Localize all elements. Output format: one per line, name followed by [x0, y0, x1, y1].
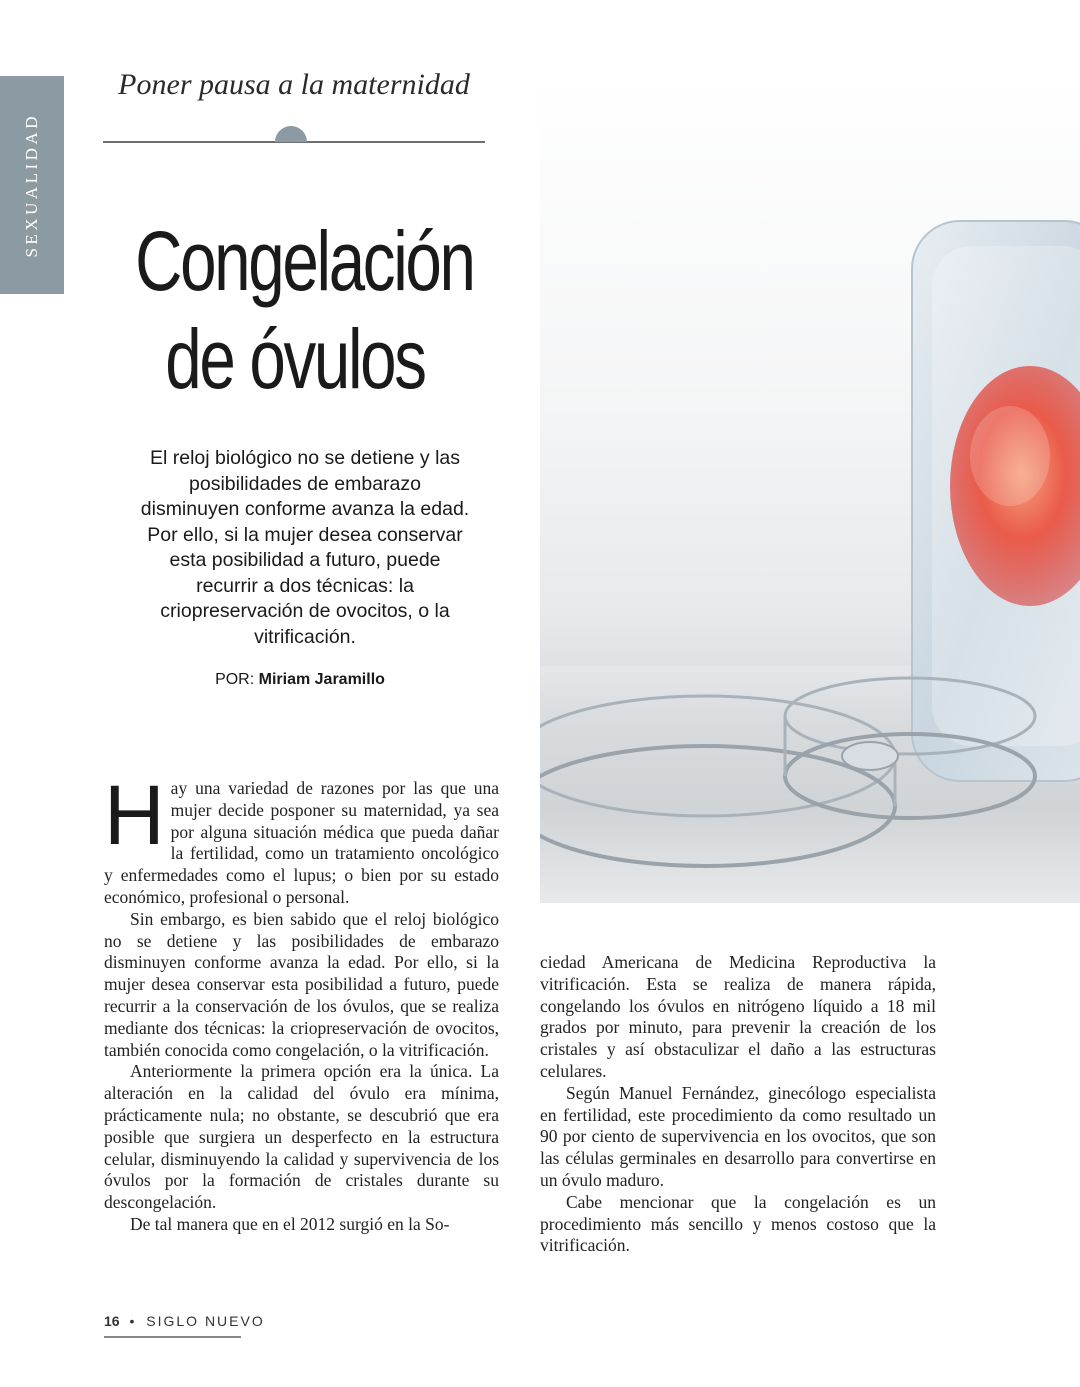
magazine-name: SIGLO NUEVO [146, 1313, 265, 1329]
page-footer [104, 1313, 265, 1329]
title-line-2: de óvulos [165, 312, 425, 406]
body-column-2 [540, 952, 936, 1257]
article-photo [540, 76, 1080, 903]
kicker: Poner pausa a la maternidad [118, 68, 470, 101]
paragraph [104, 768, 499, 909]
paragraph: ciedad Americana de Medicina Reproductiva la vitrificación. Esta se realiza de manera rápida, congelando los óvulos en nitrógeno líquido a 18 mil grados por minuto, para prevenir la creación de los cristales y así obstaculizar el daño a las estructuras celulares. [540, 952, 936, 1081]
section-label: SEXUALIDAD [22, 112, 41, 258]
drop-cap: H [104, 768, 165, 862]
body-column-1 [104, 768, 499, 1236]
byline-author: Miriam Jaramillo [258, 671, 385, 688]
footer-separator: • [129, 1313, 137, 1329]
footer-rule [104, 1336, 241, 1338]
title-line-1: Congelación [135, 214, 474, 308]
paragraph: De tal manera que en el 2012 surgió en la So- [130, 1213, 450, 1234]
lede: El reloj biológico no se detiene y las posibilidades de embarazo disminuyen conforme avanza la edad. Por ello, si la mujer desea conservar esta posibilidad a futuro, puede recurrir a dos técnicas: la criopreservación de ovocitos, o la vitrificación. [140, 447, 470, 648]
byline [140, 671, 460, 689]
section-tab [0, 76, 64, 294]
paragraph: Cabe mencionar que la congelación es un procedimiento más sencillo y menos costoso que la vitrificación. [540, 1191, 936, 1256]
paragraph: Anteriormente la primera opción era la única. La alteración en la calidad del óvulo era mínima, prácticamente nula; no obstante, se descubrió que era posible que surgiera un desperfecto en la estructura celular, disminuyendo la calidad y supervivencia de los óvulos por la formación de cristales durante su descongelación. [104, 1061, 499, 1213]
article-title [135, 212, 474, 408]
page-number: 16 [104, 1313, 120, 1329]
ice-cube-petri-dish-illustration [540, 76, 1080, 903]
paragraph-text: ay una variedad de razones por las que una mujer decide posponer su maternidad, ya sea por alguna situación médica que pueda dañar la fertilidad, como un tratamiento oncológico y enfermedades como el lupus; o bien por su estado económico, profesional o personal. [104, 778, 499, 907]
byline-prefix: POR: [215, 671, 255, 688]
paragraph: Según Manuel Fernández, ginecólogo especialista en fertilidad, este procedimiento da como resultado un 90 por ciento de supervivencia en los ovocitos, que son las células germinales en desarrollo para convertirse en un óvulo maduro. [540, 1082, 936, 1190]
paragraph: Sin embargo, es bien sabido que el reloj biológico no se detiene y las posibilidades de embarazo disminuyen conforme avanza la edad. Por ello, si la mujer desea conservar esta posibilidad a futuro, puede recurrir a la conservación de los óvulos, que se realiza mediante dos técnicas: la criopreservación de ovocitos, también conocida como congelación, o la vitrificación. [104, 908, 499, 1060]
divider-ornament [275, 126, 307, 142]
